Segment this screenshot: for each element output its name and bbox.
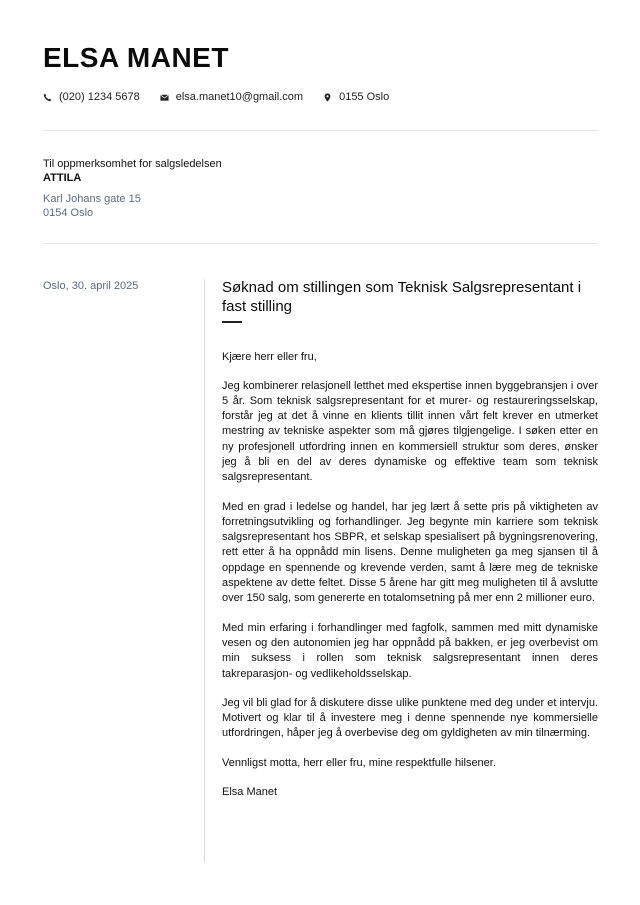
contact-email: [160, 91, 303, 103]
recipient-block: [43, 157, 222, 220]
divider: [43, 130, 598, 131]
location-pin-icon: [323, 93, 332, 102]
paragraph: Med en grad i ledelse og handel, har jeg lært å sette pris på viktigheten av forretningsutvikling og forhandlinger. Jeg begynte min karriere som teknisk salgsrepresentant hos SBPR, et selskap spesialisert på bygningsrenovering, rett etter å ha oppnådd min lisens. Denne muligheten ga meg sjansen til å oppdage en spennende og krevende verden, samt å lære meg de tekniske aspektene av dette feltet. Disse 5 årene har gitt meg muligheten til å avslutte over 150 salg, som genererte en totalomsetning på mer enn 2 millioner euro.: [222, 500, 598, 605]
recipient-street: Karl Johans gate 15: [43, 193, 141, 205]
divider: [43, 243, 598, 244]
phone-icon: [43, 93, 52, 102]
contact-location: [323, 91, 389, 103]
location-text: 0155 Oslo: [339, 91, 390, 103]
closing: Vennligst motta, herr eller fru, mine respektfulle hilsener.: [222, 756, 496, 769]
letter-subject: Søknad om stillingen som Teknisk Salgsrepresentant i fast stilling: [222, 279, 582, 315]
mail-icon: [160, 93, 169, 102]
recipient-attention: Til oppmerksomhet for salgsledelsen: [43, 158, 222, 170]
applicant-name: ELSA MANET: [43, 42, 229, 73]
paragraph: Jeg vil bli glad for å diskutere disse ulike punktene med deg under et intervju. Motivert og klar til å investere meg i denne spennende nye kommersielle utfordringen, håper jeg å overbevise deg om gyldigheten av min tilnærming.: [222, 696, 598, 740]
contact-phone: [43, 91, 140, 103]
signature: Elsa Manet: [222, 785, 278, 798]
email-text: elsa.manet10@gmail.com: [175, 91, 304, 103]
paragraph: Med min erfaring i forhandlinger med fagfolk, sammen med mitt dynamiske vesen og den autonomien jeg har oppnådd på bakken, er jeg overbevist om min suksess i rollen som teknisk salgsrepresentant innen deres takreparasjon- og vedlikeholdsselskap.: [222, 621, 598, 680]
letter-body: [222, 278, 598, 800]
letter-date: Oslo, 30. april 2025: [43, 280, 139, 292]
recipient-company: ATTILA: [43, 172, 82, 184]
recipient-postal: 0154 Oslo: [43, 207, 94, 219]
column-separator: [204, 279, 205, 862]
phone-text: (020) 1234 5678: [59, 91, 140, 103]
paragraph: Jeg kombinerer relasjonell letthet med ekspertise innen byggebransjen i over 5 år. Som teknisk salgsrepresentant for et murer- og restaureringsselskap, forstår jeg at det å vinne en klients tillit innen vårt felt krever en utmerket mestring av tekniske aspekter som må gjøres tilgjengelige. I søken etter en ny profesjonell utfordring innen en kommersiell struktur som deres, ønsker jeg å bli en del av deres dynamiske og effektive team som teknisk salgsrepresentant.: [222, 379, 598, 484]
subject-underline: [222, 321, 242, 323]
contact-row: [43, 91, 409, 103]
salutation: Kjære herr eller fru,: [222, 350, 317, 363]
